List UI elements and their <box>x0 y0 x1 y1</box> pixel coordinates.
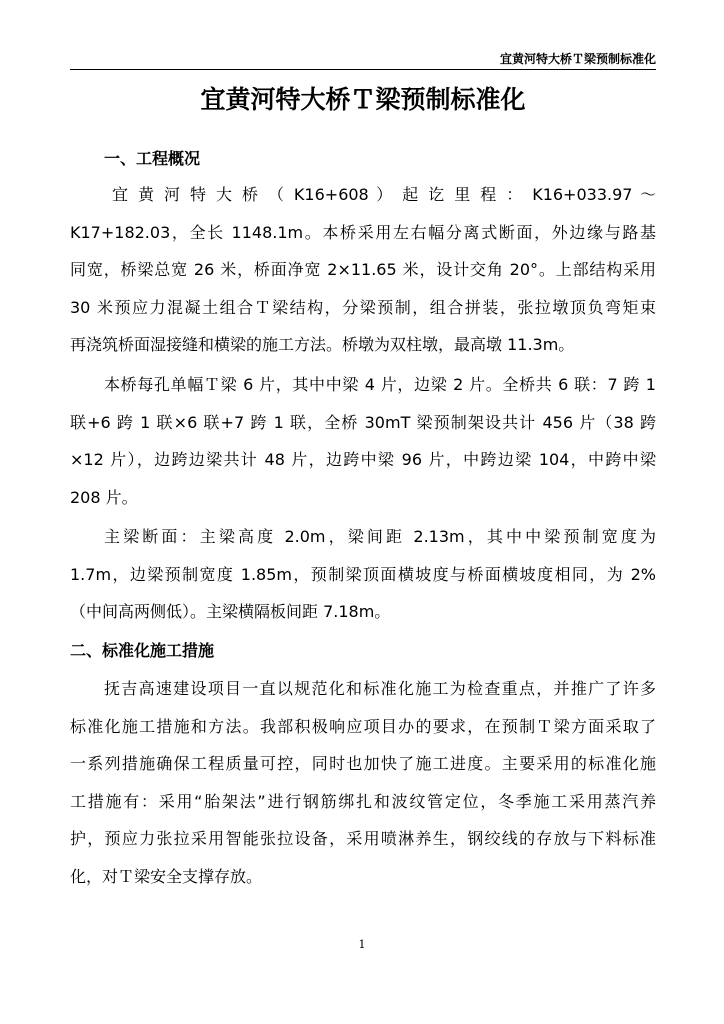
paragraph-measures-1 <box>70 670 656 895</box>
text-line: 30 米预应力混凝土组合Ｔ梁结构，分梁预制，组合拼装，张拉墩顶负弯矩束 <box>70 297 656 317</box>
text-line: 本桥每孔单幅Ｔ梁 6 片，其中中梁 4 片，边梁 2 片。全桥共 6 联：7 跨 1 <box>104 375 656 394</box>
text-line: 同宽，桥梁总宽 26 米，桥面净宽 2×11.65 米，设计交角 20°。上部结构采用 <box>70 260 656 279</box>
text-line: 主梁断面：主梁高度 2.0m，梁间距 2.13m，其中中梁预制宽度为 <box>104 527 656 546</box>
text-line: （中间高两侧低）。主梁横隔板间距 7.18m。 <box>70 602 391 621</box>
text-line: K17+182.03，全长 1148.1m。本桥采用左右幅分离式断面，外边缘与路基 <box>70 222 656 242</box>
text-line: 208 片。 <box>70 487 138 507</box>
paragraph-overview-1 <box>70 176 656 364</box>
paragraph-overview-2 <box>70 366 656 516</box>
text-line: 化，对Ｔ梁安全支撑存放。 <box>70 866 263 886</box>
section-heading-overview: 一、工程概况 <box>104 149 201 168</box>
page-number: 1 <box>358 938 366 951</box>
paragraph-overview-3 <box>70 518 656 631</box>
document-title: 宜黄河特大桥Ｔ梁预制标准化 <box>200 85 526 114</box>
text-line: 抚吉高速建设项目一直以规范化和标准化施工为检查重点，并推广了许多 <box>104 679 656 698</box>
header-rule <box>70 69 656 70</box>
text-line: 宜 黄 河 特 大 桥 （ K16+608 ） 起 讫 里 程 ： K16+033.97 ～ <box>112 185 656 204</box>
running-header: 宜黄河特大桥Ｔ梁预制标准化 <box>499 52 656 66</box>
text-line: 工措施有：采用“胎架法”进行钢筋绑扎和波纹管定位，冬季施工采用蒸汽养 <box>70 791 656 811</box>
text-line: 标准化施工措施和方法。我部积极响应项目办的要求，在预制Ｔ梁方面采取了 <box>70 716 656 736</box>
text-line: ×12 片），边跨边梁共计 48 片，边跨中梁 96 片，中跨边梁 104，中跨中梁 <box>70 450 656 469</box>
section-heading-measures: 二、标准化施工措施 <box>70 641 215 660</box>
text-line: 护，预应力张拉采用智能张拉设备，采用喷淋养生，钢绞线的存放与下料标准 <box>70 829 656 848</box>
text-line: 联+6 跨 1 联×6 联+7 跨 1 联，全桥 30mT 梁预制架设共计 456 片（38 跨 <box>70 412 656 432</box>
text-line: 1.7m，边梁预制宽度 1.85m，预制梁顶面横坡度与桥面横坡度相同，为 2% <box>70 564 656 584</box>
text-line: 再浇筑桥面湿接缝和横梁的施工方法。桥墩为双柱墩，最高墩 11.3m。 <box>70 335 575 354</box>
text-line: 一系列措施确保工程质量可控，同时也加快了施工进度。主要采用的标准化施 <box>70 754 656 773</box>
